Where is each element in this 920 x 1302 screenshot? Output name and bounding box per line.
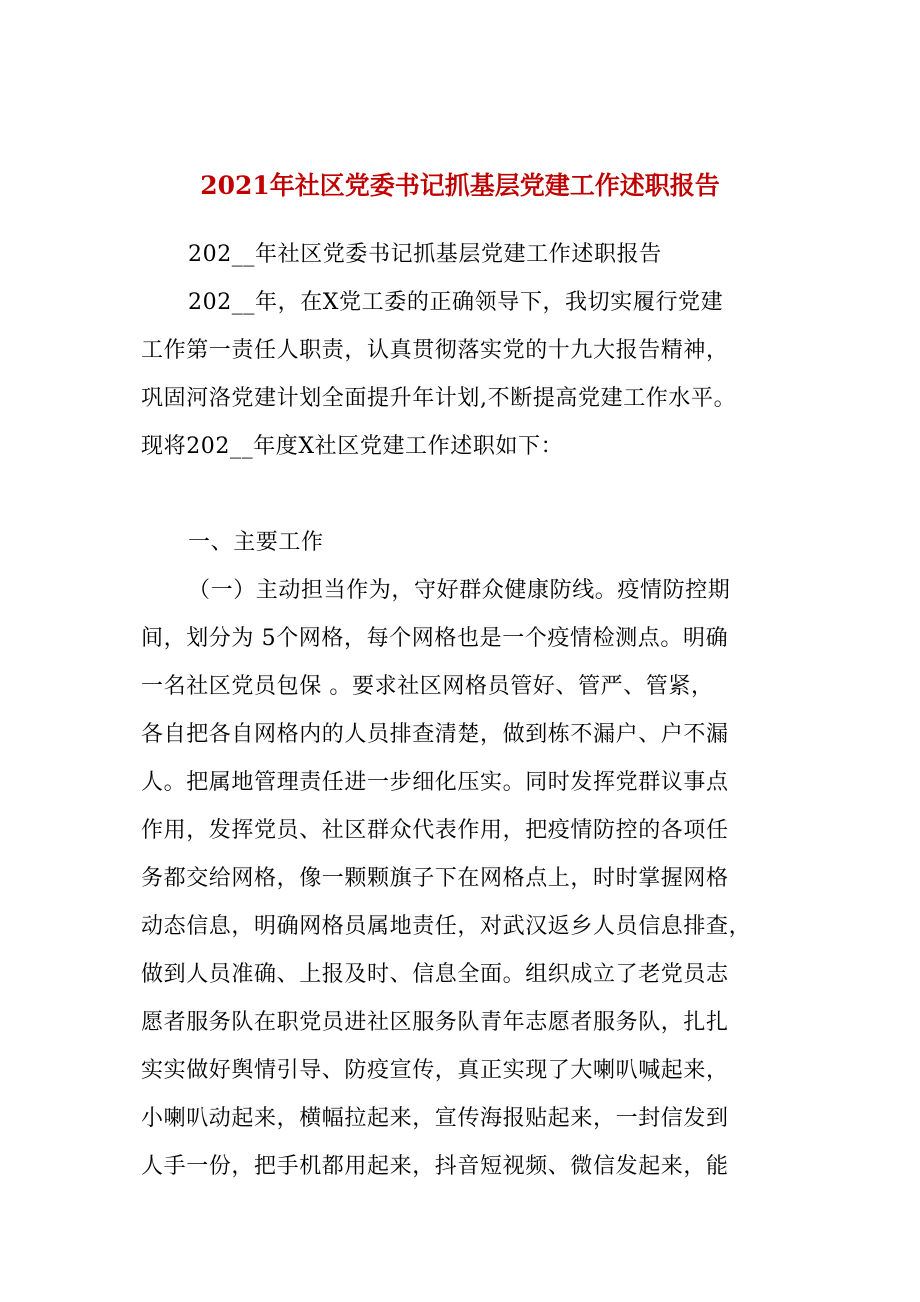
paragraph-line: 作用，发挥党员、社区群众代表作用，把疫情防控的各项任 <box>141 818 729 843</box>
paragraph-line: 现将202__年度X社区党建工作述职如下： <box>141 434 564 459</box>
paragraph-line: 202__年社区党委书记抓基层党建工作述职报告 <box>188 242 662 267</box>
paragraph-line: 各自把各自网格内的人员排查清楚，做到栋不漏户、户不漏 <box>141 722 729 747</box>
paragraph-line: 愿者服务队在职党员进社区服务队青年志愿者服务队，扎扎 <box>141 1010 729 1035</box>
paragraph-line: 人。把属地管理责任进一步细化压实。同时发挥党群议事点 <box>141 770 729 795</box>
paragraph-line: 务都交给网格，像一颗颗旗子下在网格点上，时时掌握网格 <box>141 866 729 891</box>
paragraph-line: 实实做好舆情引导、防疫宣传，真正实现了大喇叭喊起来， <box>141 1058 729 1083</box>
paragraph-line: 巩固河洛党建计划全面提升年计划,不断提高党建工作水平。 <box>141 386 737 411</box>
paragraph-line: 间，划分为 5个网格，每个网格也是一个疫情检测点。明确 <box>141 626 729 651</box>
paragraph-line: 动态信息，明确网格员属地责任，对武汉返乡人员信息排查， <box>141 914 752 939</box>
paragraph-line: 202__年，在X党工委的正确领导下，我切实履行党建 <box>188 290 724 315</box>
section-heading: 一、主要工作 <box>188 530 324 555</box>
paragraph-line: 工作第一责任人职责，认真贯彻落实党的十九大报告精神， <box>141 338 729 363</box>
paragraph-line: （一）主动担当作为，守好群众健康防线。疫情防控期 <box>188 578 731 603</box>
paragraph-line: 人手一份，把手机都用起来，抖音短视频、微信发起来，能 <box>141 1154 729 1179</box>
paragraph-line: 一名社区党员包保 。要求社区网格员管好、管严、管紧， <box>141 674 714 699</box>
paragraph-line: 小喇叭动起来，横幅拉起来，宣传海报贴起来，一封信发到 <box>141 1106 729 1131</box>
document-title: 2021年社区党委书记抓基层党建工作述职报告 <box>200 171 720 200</box>
paragraph-line: 做到人员准确、上报及时、信息全面。组织成立了老党员志 <box>141 962 729 987</box>
